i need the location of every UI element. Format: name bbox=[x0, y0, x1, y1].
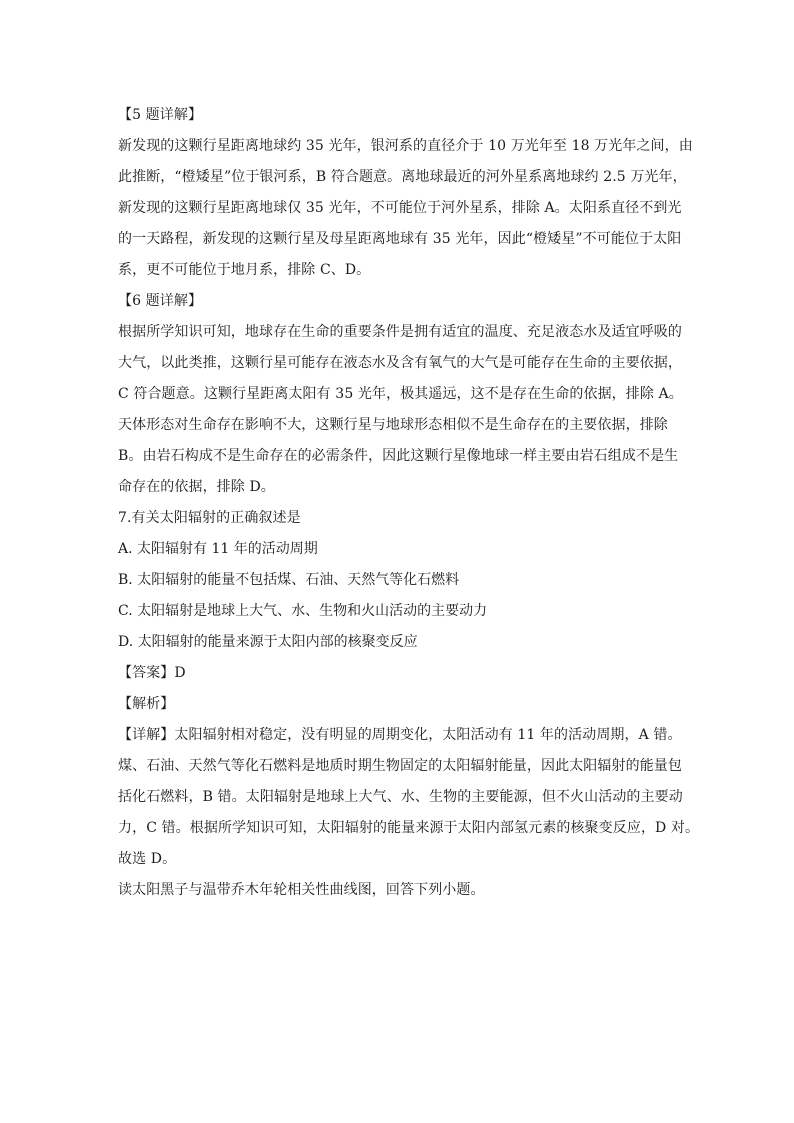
section-heading: 【5 题详解】 bbox=[118, 107, 203, 123]
paragraph-line: 新发现的这颗行星距离地球仅 35 光年，不可能位于河外星系，排除 A。太阳系直径不到光 bbox=[118, 200, 682, 216]
paragraph-line: C 符合题意。这颗行星距离太阳有 35 光年，极其遥远，这不是存在生命的依据，排除 A。 bbox=[118, 386, 683, 402]
section-heading: 【6 题详解】 bbox=[118, 293, 203, 309]
detail-line: 括化石燃料，B 错。太阳辐射是地球上大气、水、生物的主要能源，但不火山活动的主要动 bbox=[118, 789, 683, 805]
detail-line: 煤、石油、天然气等化石燃料是地质时期生物固定的太阳辐射能量，因此太阳辐射的能量包 bbox=[118, 758, 682, 774]
paragraph-line: 根据所学知识可知，地球存在生命的重要条件是拥有适宜的温度、充足液态水及适宜呼吸的 bbox=[118, 324, 682, 340]
option-c: C. 太阳辐射是地球上大气、水、生物和火山活动的主要动力 bbox=[118, 603, 488, 619]
answer-label: 【答案】D bbox=[118, 665, 186, 681]
detail-line: 【详解】太阳辐射相对稳定，没有明显的周期变化，太阳活动有 11 年的活动周期，A 错。 bbox=[118, 727, 682, 743]
option-b: B. 太阳辐射的能量不包括煤、石油、天然气等化石燃料 bbox=[118, 572, 460, 588]
next-question-intro: 读太阳黑子与温带乔木年轮相关性曲线图，回答下列小题。 bbox=[118, 882, 485, 898]
option-a: A. 太阳辐射有 11 年的活动周期 bbox=[118, 541, 318, 557]
document-page bbox=[118, 100, 700, 906]
option-d: D. 太阳辐射的能量来源于太阳内部的核聚变反应 bbox=[118, 634, 418, 650]
paragraph-line: 天体形态对生命存在影响不大，这颗行星与地球形态相似不是生命存在的主要依据，排除 bbox=[118, 417, 668, 433]
paragraph-line: 的一天路程，新发现的这颗行星及母星距离地球有 35 光年，因此“橙矮星”不可能位于太阳 bbox=[118, 231, 682, 247]
paragraph-line: 系，更不可能位于地月系，排除 C、D。 bbox=[118, 262, 371, 278]
question-text: 7.有关太阳辐射的正确叙述是 bbox=[118, 510, 301, 526]
analysis-heading: 【解析】 bbox=[118, 696, 175, 712]
question-5-explanation bbox=[118, 100, 693, 286]
paragraph-line: 此推断，“橙矮星”位于银河系，B 符合题意。离地球最近的河外星系离地球约 2.5 万光年， bbox=[118, 169, 687, 185]
detail-line: 故选 D。 bbox=[118, 851, 177, 867]
detail-line: 力，C 错。根据所学知识可知，太阳辐射的能量来源于太阳内部氢元素的核聚变反应，D 对。 bbox=[118, 820, 700, 836]
paragraph-line: 命存在的依据，排除 D。 bbox=[118, 479, 275, 495]
question-6-explanation bbox=[118, 286, 688, 503]
paragraph-line: B。由岩石构成不是生命存在的必需条件，因此这颗行星像地球一样主要由岩石组成不是生 bbox=[118, 448, 679, 464]
paragraph-line: 新发现的这颗行星距离地球约 35 光年，银河系的直径介于 10 万光年至 18 万光年之间，由 bbox=[118, 138, 693, 154]
paragraph-line: 大气，以此类推，这颗行星可能存在液态水及含有氧气的大气是可能存在生命的主要依据， bbox=[118, 355, 682, 371]
question-7 bbox=[118, 503, 700, 875]
